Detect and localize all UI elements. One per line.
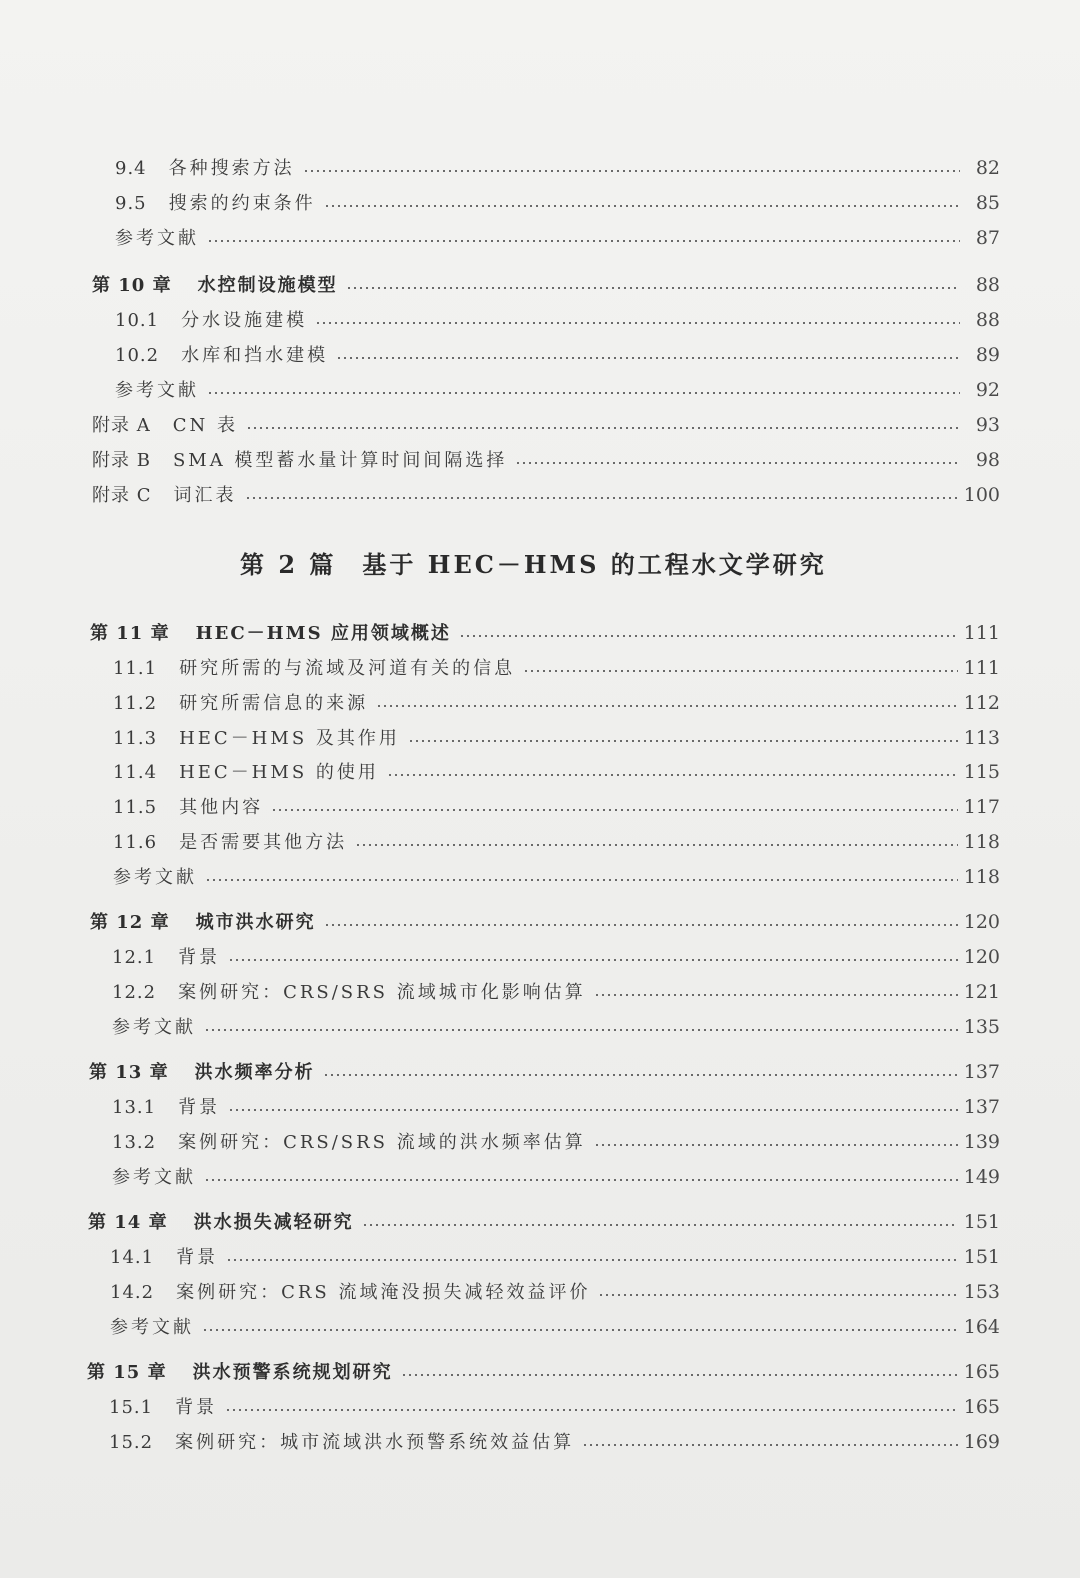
toc-section-entry[interactable] bbox=[115, 188, 1000, 218]
page-number: 118 bbox=[963, 866, 1000, 888]
dot-leader bbox=[204, 1179, 958, 1181]
entry-number: 第 12 章 bbox=[90, 912, 170, 933]
entry-number: 9.4 bbox=[115, 158, 147, 179]
part-heading bbox=[240, 545, 827, 580]
entry-title: 参考文献 bbox=[110, 1317, 194, 1338]
dot-leader bbox=[594, 994, 958, 996]
entry-title: 搜索的约束条件 bbox=[168, 193, 316, 214]
dot-leader bbox=[323, 1074, 958, 1076]
page-number: 88 bbox=[975, 274, 1000, 296]
page-number: 113 bbox=[963, 727, 1000, 749]
entry-number: 11.1 bbox=[113, 658, 158, 679]
entry-number: 11.3 bbox=[113, 728, 158, 749]
dot-leader bbox=[355, 844, 958, 846]
dot-leader bbox=[459, 635, 958, 637]
entry-number: 11.4 bbox=[113, 762, 158, 783]
dot-leader bbox=[226, 1259, 958, 1261]
toc-chapter-entry[interactable] bbox=[90, 907, 1000, 937]
page-number: 121 bbox=[963, 981, 1000, 1003]
dot-leader bbox=[205, 879, 958, 881]
dot-leader bbox=[245, 497, 958, 499]
dot-leader bbox=[303, 170, 960, 172]
toc-section-entry[interactable] bbox=[113, 792, 1000, 822]
toc-section-entry[interactable] bbox=[112, 977, 1000, 1007]
page-number: 165 bbox=[963, 1361, 1000, 1383]
toc-section-entry[interactable] bbox=[115, 305, 1000, 335]
dot-leader bbox=[346, 287, 960, 289]
dot-leader bbox=[408, 740, 958, 742]
toc-section-entry[interactable] bbox=[115, 153, 1000, 183]
entry-title: HEC－HMS 及其作用 bbox=[179, 728, 400, 749]
entry-title: 参考文献 bbox=[115, 228, 199, 249]
toc-section-entry[interactable] bbox=[112, 1092, 1000, 1122]
page-number: 149 bbox=[963, 1166, 1000, 1188]
toc-section-entry[interactable] bbox=[109, 1427, 1000, 1457]
entry-number: 11.5 bbox=[113, 797, 158, 818]
entry-title: 分水设施建模 bbox=[181, 310, 308, 331]
page-number: 98 bbox=[975, 449, 1000, 471]
toc-references-entry[interactable] bbox=[115, 223, 1000, 253]
entry-number: 12.2 bbox=[112, 982, 157, 1003]
toc-appendix-entry[interactable] bbox=[92, 410, 1000, 440]
page-number: 153 bbox=[963, 1281, 1000, 1303]
page-number: 87 bbox=[975, 227, 1000, 249]
toc-section-entry[interactable] bbox=[113, 653, 1000, 683]
entry-title: 参考文献 bbox=[113, 867, 197, 888]
entry-title: CN 表 bbox=[172, 415, 238, 436]
entry-title: 词汇表 bbox=[173, 485, 237, 506]
entry-title: 参考文献 bbox=[115, 380, 199, 401]
entry-title: 其他内容 bbox=[179, 797, 264, 818]
toc-section-entry[interactable] bbox=[113, 688, 1000, 718]
page-number: 100 bbox=[963, 484, 1000, 506]
page-number: 135 bbox=[963, 1016, 1000, 1038]
page-number: 151 bbox=[963, 1246, 1000, 1268]
dot-leader bbox=[246, 427, 960, 429]
toc-section-entry[interactable] bbox=[110, 1242, 1000, 1272]
toc-chapter-entry[interactable] bbox=[92, 270, 1000, 300]
dot-leader bbox=[228, 1109, 958, 1111]
entry-number: 11.2 bbox=[113, 693, 158, 714]
entry-number: 15.1 bbox=[109, 1397, 154, 1418]
part-title-text: 基于 HEC－HMS 的工程水文学研究 bbox=[362, 550, 827, 579]
page-number: 112 bbox=[963, 692, 1000, 714]
entry-title: HEC－HMS 应用领域概述 bbox=[195, 623, 451, 644]
dot-leader bbox=[207, 392, 960, 394]
dot-leader bbox=[271, 809, 958, 811]
entry-title: 案例研究：城市流域洪水预警系统效益估算 bbox=[175, 1432, 575, 1453]
dot-leader bbox=[515, 462, 960, 464]
dot-leader bbox=[362, 1224, 958, 1226]
toc-chapter-entry[interactable] bbox=[88, 1207, 1000, 1237]
toc-references-entry[interactable] bbox=[113, 862, 1000, 892]
page-number: 137 bbox=[963, 1061, 1000, 1083]
page-number: 82 bbox=[975, 157, 1000, 179]
dot-leader bbox=[315, 322, 960, 324]
entry-number: 13.1 bbox=[112, 1097, 157, 1118]
toc-section-entry[interactable] bbox=[115, 340, 1000, 370]
entry-title: 研究所需的与流域及河道有关的信息 bbox=[179, 658, 516, 679]
toc-references-entry[interactable] bbox=[110, 1312, 1000, 1342]
entry-title: 背景 bbox=[178, 947, 221, 968]
page-number: 165 bbox=[963, 1396, 1000, 1418]
page-number: 115 bbox=[963, 761, 1000, 783]
dot-leader bbox=[523, 670, 958, 672]
entry-number: 附录 A bbox=[92, 415, 151, 436]
entry-title: 案例研究：CRS 流域淹没损失减轻效益评价 bbox=[176, 1282, 591, 1303]
dot-leader bbox=[582, 1444, 958, 1446]
toc-references-entry[interactable] bbox=[112, 1012, 1000, 1042]
page-number: 169 bbox=[963, 1431, 1000, 1453]
entry-title: 洪水损失减轻研究 bbox=[193, 1212, 354, 1233]
entry-title: 是否需要其他方法 bbox=[179, 832, 348, 853]
entry-title: 各种搜索方法 bbox=[168, 158, 295, 179]
page-number: 92 bbox=[975, 379, 1000, 401]
entry-title: 案例研究：CRS/SRS 流域的洪水频率估算 bbox=[178, 1132, 586, 1153]
entry-number: 9.5 bbox=[115, 193, 147, 214]
dot-leader bbox=[401, 1374, 958, 1376]
toc-appendix-entry[interactable] bbox=[92, 445, 1000, 475]
toc-chapter-entry[interactable] bbox=[90, 618, 1000, 648]
toc-section-entry[interactable] bbox=[113, 827, 1000, 857]
entry-title: 案例研究：CRS/SRS 流域城市化影响估算 bbox=[178, 982, 586, 1003]
entry-number: 附录 C bbox=[92, 485, 152, 506]
entry-title: SMA 模型蓄水量计算时间间隔选择 bbox=[172, 450, 508, 471]
dot-leader bbox=[376, 705, 958, 707]
page-number: 137 bbox=[963, 1096, 1000, 1118]
part-label: 第 2 篇 bbox=[240, 550, 337, 579]
dot-leader bbox=[202, 1329, 958, 1331]
toc-chapter-entry[interactable] bbox=[89, 1057, 1000, 1087]
toc-section-entry[interactable] bbox=[113, 757, 1000, 787]
entry-number: 第 11 章 bbox=[90, 623, 170, 644]
dot-leader bbox=[207, 240, 960, 242]
entry-number: 13.2 bbox=[112, 1132, 157, 1153]
page-number: 111 bbox=[963, 657, 1000, 679]
entry-title: 背景 bbox=[175, 1397, 218, 1418]
toc-section-entry[interactable] bbox=[112, 942, 1000, 972]
page-number: 120 bbox=[963, 911, 1000, 933]
toc-chapter-entry[interactable] bbox=[87, 1357, 1000, 1387]
entry-number: 第 13 章 bbox=[89, 1062, 169, 1083]
page-number: 117 bbox=[963, 796, 1000, 818]
page-number: 139 bbox=[963, 1131, 1000, 1153]
toc-references-entry[interactable] bbox=[112, 1162, 1000, 1192]
toc-section-entry[interactable] bbox=[110, 1277, 1000, 1307]
entry-title: 研究所需信息的来源 bbox=[179, 693, 369, 714]
entry-number: 15.2 bbox=[109, 1432, 154, 1453]
dot-leader bbox=[228, 959, 958, 961]
entry-title: 水库和挡水建模 bbox=[181, 345, 329, 366]
entry-number: 第 10 章 bbox=[92, 275, 172, 296]
page-number: 89 bbox=[975, 344, 1000, 366]
entry-title: 洪水频率分析 bbox=[194, 1062, 315, 1083]
page-number: 118 bbox=[963, 831, 1000, 853]
dot-leader bbox=[204, 1029, 958, 1031]
page-number: 93 bbox=[975, 414, 1000, 436]
page-number: 88 bbox=[975, 309, 1000, 331]
entry-number: 10.1 bbox=[115, 310, 160, 331]
dot-leader bbox=[336, 357, 960, 359]
toc-section-entry[interactable] bbox=[109, 1392, 1000, 1422]
toc-references-entry[interactable] bbox=[115, 375, 1000, 405]
entry-title: 洪水预警系统规划研究 bbox=[192, 1362, 393, 1383]
entry-title: 参考文献 bbox=[112, 1167, 196, 1188]
page-number: 151 bbox=[963, 1211, 1000, 1233]
dot-leader bbox=[598, 1294, 957, 1296]
entry-number: 11.6 bbox=[113, 832, 158, 853]
entry-title: 背景 bbox=[176, 1247, 219, 1268]
dot-leader bbox=[594, 1144, 958, 1146]
toc-section-entry[interactable] bbox=[113, 723, 1000, 753]
entry-title: 水控制设施模型 bbox=[197, 275, 338, 296]
entry-title: 背景 bbox=[178, 1097, 221, 1118]
page-number: 85 bbox=[975, 192, 1000, 214]
dot-leader bbox=[225, 1409, 958, 1411]
entry-title: HEC－HMS 的使用 bbox=[179, 762, 379, 783]
entry-number: 10.2 bbox=[115, 345, 160, 366]
toc-appendix-entry[interactable] bbox=[92, 480, 1000, 510]
dot-leader bbox=[324, 205, 960, 207]
page-number: 120 bbox=[963, 946, 1000, 968]
dot-leader bbox=[324, 924, 958, 926]
dot-leader bbox=[387, 774, 958, 776]
entry-number: 14.1 bbox=[110, 1247, 155, 1268]
page-number: 164 bbox=[963, 1316, 1000, 1338]
entry-number: 附录 B bbox=[92, 450, 151, 471]
entry-title: 参考文献 bbox=[112, 1017, 196, 1038]
entry-number: 第 15 章 bbox=[87, 1362, 167, 1383]
toc-section-entry[interactable] bbox=[112, 1127, 1000, 1157]
entry-number: 14.2 bbox=[110, 1282, 155, 1303]
entry-number: 12.1 bbox=[112, 947, 157, 968]
entry-number: 第 14 章 bbox=[88, 1212, 168, 1233]
page-number: 111 bbox=[963, 622, 1000, 644]
entry-title: 城市洪水研究 bbox=[195, 912, 316, 933]
